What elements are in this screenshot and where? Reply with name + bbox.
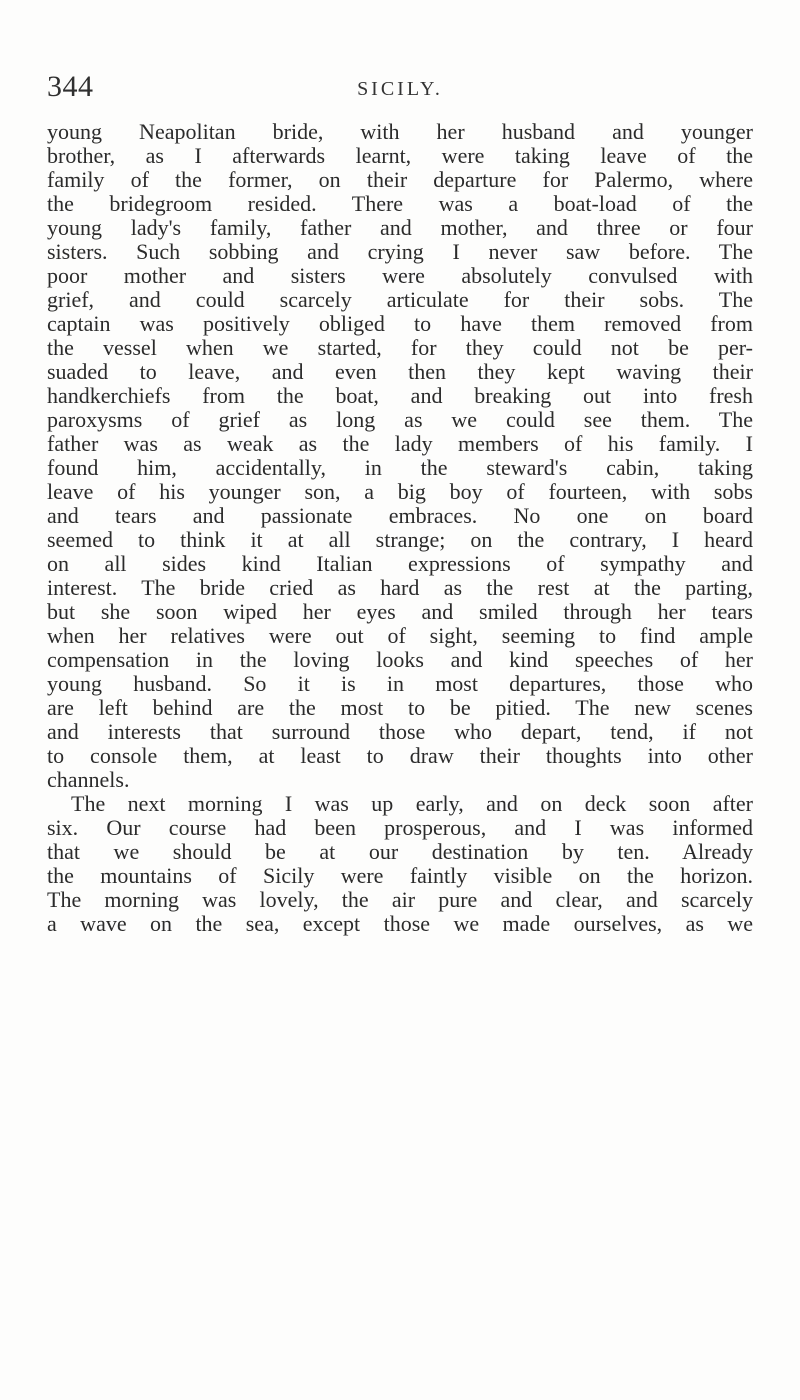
text-line: six. Our course had been prosperous, and I was informed	[47, 815, 753, 840]
text-line: sisters. Such sobbing and crying I never saw before. The	[47, 239, 753, 264]
text-line: The next morning I was up early, and on deck soon after	[71, 791, 753, 816]
text-line: that we should be at our destination by ten. Already	[47, 839, 753, 864]
page-number: 344	[47, 70, 94, 103]
text-line: and tears and passionate embraces. No one on board	[47, 503, 753, 528]
text-line: seemed to think it at all strange; on the contrary, I heard	[47, 527, 753, 552]
text-line: a wave on the sea, except those we made ourselves, as we	[47, 911, 753, 936]
text-line: young husband. So it is in most departures, those who	[47, 671, 753, 696]
text-line: young Neapolitan bride, with her husband and younger	[47, 119, 753, 144]
text-line: the bridegroom resided. There was a boat-load of the	[47, 191, 753, 216]
text-line: brother, as I afterwards learnt, were taking leave of the	[47, 143, 753, 168]
text-line: handkerchiefs from the boat, and breaking out into fresh	[47, 383, 753, 408]
text-line: paroxysms of grief as long as we could see them. The	[47, 407, 753, 432]
text-line: channels.	[47, 767, 130, 792]
text-line: the vessel when we started, for they could not be per-	[47, 335, 753, 360]
text-line: leave of his younger son, a big boy of fourteen, with sobs	[47, 479, 753, 504]
text-line: The morning was lovely, the air pure and clear, and scarcely	[47, 887, 753, 912]
running-title: SICILY.	[357, 78, 443, 100]
text-line: suaded to leave, and even then they kept waving their	[47, 359, 753, 384]
text-line: poor mother and sisters were absolutely convulsed with	[47, 263, 753, 288]
text-line: to console them, at least to draw their thoughts into other	[47, 743, 753, 768]
text-line: when her relatives were out of sight, seeming to find ample	[47, 623, 753, 648]
text-line: are left behind are the most to be pitied. The new scenes	[47, 695, 753, 720]
text-line: grief, and could scarcely articulate for their sobs. The	[47, 287, 753, 312]
text-line: and interests that surround those who depart, tend, if not	[47, 719, 753, 744]
text-line: but she soon wiped her eyes and smiled through her tears	[47, 599, 753, 624]
text-line: interest. The bride cried as hard as the rest at the parting,	[47, 575, 753, 600]
text-line: young lady's family, father and mother, and three or four	[47, 215, 753, 240]
text-line: captain was positively obliged to have them removed from	[47, 311, 753, 336]
text-line: found him, accidentally, in the steward's cabin, taking	[47, 455, 753, 480]
text-line: compensation in the loving looks and kind speeches of her	[47, 647, 753, 672]
text-line: the mountains of Sicily were faintly visible on the horizon.	[47, 863, 753, 888]
body-text	[47, 120, 753, 936]
running-head	[47, 70, 753, 110]
text-line: family of the former, on their departure for Palermo, where	[47, 167, 753, 192]
text-line: on all sides kind Italian expressions of sympathy and	[47, 551, 753, 576]
text-line: father was as weak as the lady members of his family. I	[47, 431, 753, 456]
